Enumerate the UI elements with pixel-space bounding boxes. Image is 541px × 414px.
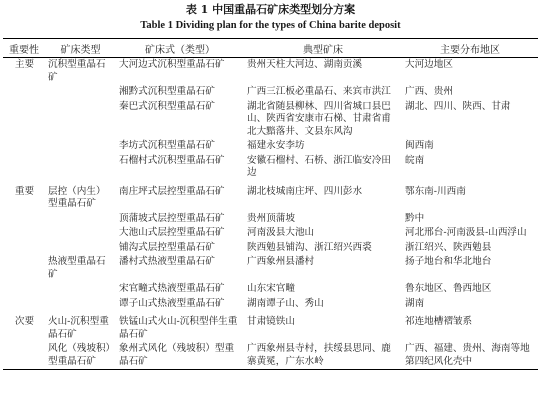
table-row [3, 100, 538, 140]
distribution-area-cell: 湖南 [405, 297, 425, 309]
typical-deposit-cell: 贵州顶蒲坡 [247, 212, 295, 224]
deposit-type-cell [45, 226, 116, 241]
importance-cell [3, 85, 45, 100]
typical-deposit-cell: 湖南谭子山、秀山 [247, 297, 324, 309]
table-row [3, 58, 538, 86]
typical-deposit-cell: 湖北省随县柳林、四川省城口县巴山、陕西省安康市石梯、甘肃省甫北大黯落井、文县东风沟 [247, 100, 391, 137]
table-row [3, 311, 538, 342]
distribution-area-cell: 广西、贵州 [405, 86, 453, 97]
importance-cell [3, 100, 45, 140]
deposit-style-cell: 李坊式沉积型重晶石矿 [119, 140, 215, 151]
typical-deposit-cell: 贵州天柱大河边、湖南贡溪 [247, 59, 363, 70]
deposit-type-cell [45, 282, 116, 297]
importance-cell [3, 241, 45, 256]
deposit-style-cell: 大河边式沉积型重晶石矿 [119, 59, 225, 70]
typical-deposit-cell: 甘肃镜铁山 [247, 316, 295, 327]
deposit-style-cell: 大池山式层控型重晶石矿 [119, 227, 225, 238]
header-typical-deposit: 典型矿床 [303, 44, 343, 56]
table-row [3, 212, 538, 227]
table-row [3, 226, 538, 241]
table-row [3, 342, 538, 370]
typical-deposit-cell: 河南汲县大池山 [247, 227, 315, 238]
deposit-style-cell: 南庄坪式层控型重晶石矿 [119, 185, 225, 197]
typical-deposit-cell: 广西三江板必重晶石、来宾市洪江 [247, 86, 391, 97]
deposit-type-cell: 热液型重晶石矿 [48, 256, 106, 280]
typical-deposit-cell: 陕西勉县铺沟、浙江绍兴西裘 [247, 241, 372, 253]
table-row [3, 154, 538, 181]
importance-cell [3, 226, 45, 241]
typical-deposit-cell: 山东宋官疃 [247, 283, 295, 294]
typical-deposit-cell: 广西象州县寺村，扶绥县思同、鹿寨黄冕，广东水岭 [247, 343, 391, 367]
deposit-style-cell: 顶蒲坡式层控型重晶石矿 [119, 212, 225, 224]
typical-deposit-cell: 湖北枝城南庄坪、四川彭水 [247, 185, 363, 197]
deposit-type-cell [45, 212, 116, 227]
deposit-style-cell: 潘村式热液型重晶石矿 [119, 256, 215, 267]
deposit-type-cell [45, 139, 116, 154]
deposit-type-cell: 风化（残坡积）型重晶石矿 [48, 343, 111, 367]
importance-cell [3, 255, 45, 282]
distribution-area-cell: 皖南 [405, 154, 425, 166]
deposit-type-cell [45, 297, 116, 312]
header-deposit-style: 矿床式（类型） [145, 44, 215, 56]
deposit-type-cell: 层控（内生）型重晶石矿 [48, 185, 106, 209]
distribution-area-cell: 鄂东南-川西南 [405, 185, 466, 197]
deposit-type-cell: 火山-沉积型重晶石矿 [48, 316, 109, 340]
barite-deposit-table [3, 38, 538, 370]
importance-cell: 次要 [14, 316, 35, 327]
typical-deposit-cell: 广西象州县潘村 [247, 256, 315, 267]
distribution-area-cell: 闽西南 [405, 140, 434, 151]
table-row [3, 139, 538, 154]
deposit-style-cell: 秦巴式沉积型重晶石矿 [119, 100, 215, 112]
typical-deposit-cell: 福建永安李坊 [247, 140, 305, 151]
table-caption-chinese: 表 1 中国重晶石矿床类型划分方案 [185, 3, 356, 16]
deposit-style-cell: 象州式风化（残坡积）型重晶石矿 [119, 343, 235, 367]
deposit-type-cell [45, 100, 116, 140]
distribution-area-cell: 祁连地槽褶皱系 [405, 316, 473, 327]
distribution-area-cell: 湖北、四川、陕西、甘肃 [405, 100, 511, 112]
table-header-row [3, 39, 538, 58]
importance-cell [3, 212, 45, 227]
typical-deposit-cell: 安徽石榴村、石桥、浙江临安冷田边 [247, 154, 391, 178]
distribution-area-cell: 河北邢台-河南汲县-山西浮山 [405, 227, 527, 238]
importance-cell: 重要 [14, 185, 35, 197]
distribution-area-cell: 大河边地区 [405, 59, 453, 70]
header-deposit-type: 矿床类型 [60, 44, 101, 56]
header-distribution-area: 主要分布地区 [440, 44, 500, 56]
deposit-style-cell: 铺沟式层控型重晶石矿 [119, 241, 215, 253]
table-row [3, 297, 538, 312]
distribution-area-cell: 广西、福建、贵州、海南等地第四纪风化壳中 [405, 343, 530, 367]
table-row [3, 282, 538, 297]
table-row [3, 181, 538, 212]
deposit-type-cell [45, 85, 116, 100]
importance-cell [3, 282, 45, 297]
header-importance: 重要性 [9, 44, 39, 56]
importance-cell [3, 342, 45, 370]
distribution-area-cell: 黔中 [405, 212, 425, 224]
deposit-type-cell [45, 154, 116, 181]
table-caption-english: Table 1 Dividing plan for the types of China barite deposit [140, 20, 401, 31]
deposit-style-cell: 宋官疃式热液型重晶石矿 [119, 283, 225, 294]
deposit-style-cell: 铁锰山式火山-沉积型伴生重晶石矿 [119, 316, 238, 340]
distribution-area-cell: 浙江绍兴、陕西勉县 [405, 241, 492, 253]
deposit-style-cell: 谭子山式热液型重晶石矿 [119, 297, 225, 309]
deposit-style-cell: 湘黔式沉积型重晶石矿 [119, 86, 215, 97]
deposit-type-cell: 沉积型重晶石矿 [48, 59, 106, 83]
distribution-area-cell: 鲁东地区、鲁西地区 [405, 283, 492, 294]
importance-cell [3, 154, 45, 181]
deposit-style-cell: 石榴村式沉积型重晶石矿 [119, 154, 225, 166]
importance-cell [3, 139, 45, 154]
table-row [3, 241, 538, 256]
importance-cell [3, 297, 45, 312]
distribution-area-cell: 扬子地台和华北地台 [405, 256, 492, 267]
table-row [3, 85, 538, 100]
importance-cell: 主要 [14, 59, 35, 70]
table-row [3, 255, 538, 282]
deposit-type-cell [45, 241, 116, 256]
